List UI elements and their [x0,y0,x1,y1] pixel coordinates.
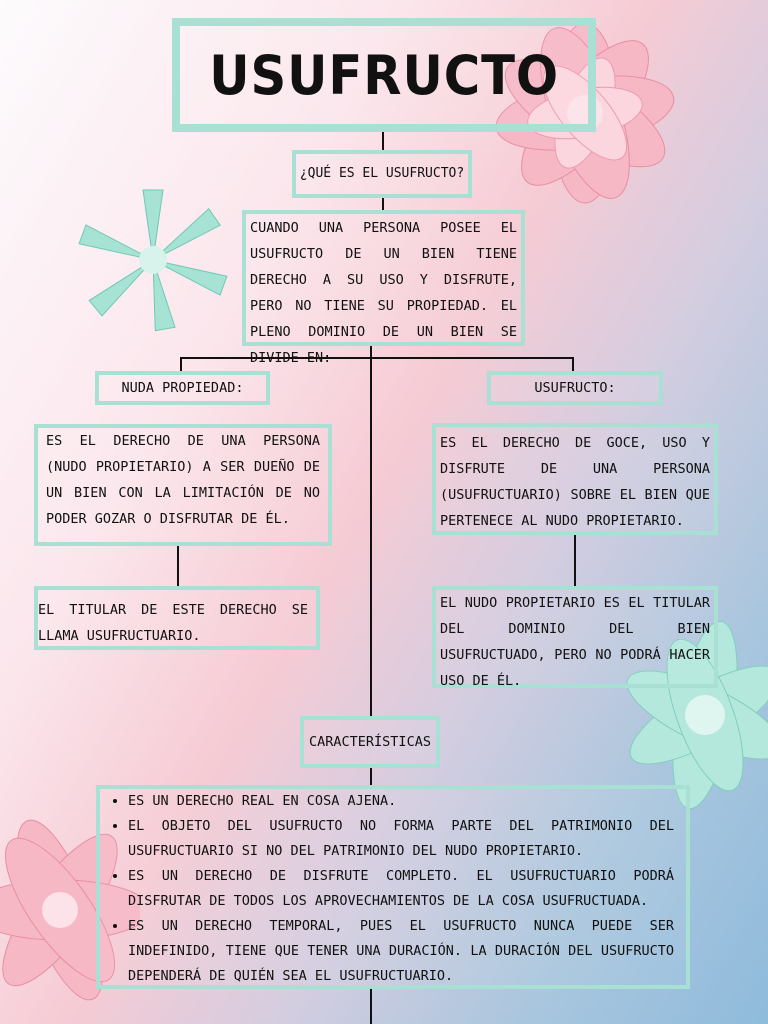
nuda-propiedad-note: EL TITULAR DE ESTE DERECHO SE LLAMA USUFRUCTUARIO. [38,602,308,644]
nuda-propiedad-note-box [34,586,320,650]
title-box [172,18,596,132]
characteristic-item: • ES UN DERECHO REAL EN COSA AJENA. [128,789,674,814]
characteristic-item: • ES UN DERECHO DE DISFRUTE COMPLETO. EL USUFRUCTUARIO PODRÁ DISFRUTAR DE TODOS LOS APROVECHAMIENTOS DE LA COSA USUFRUCTUADA. [128,864,674,914]
usufructo-heading-box [487,371,663,405]
characteristic-item: • ES UN DERECHO TEMPORAL, PUES EL USUFRUCTO NUNCA PUEDE SER INDEFINIDO, TIENE QUE TENER UNA DURACIÓN. LA DURACIÓN DEL USUFRUCTO DEPENDERÁ DE QUIÉN SEA EL USUFRUCTUARIO. [128,914,674,989]
question-text: ¿QUÉ ES EL USUFRUCTO? [299,166,465,181]
connector-list-bottom [370,988,372,1024]
nuda-propiedad-heading-box [95,371,270,405]
page-title: USUFRUCTO [209,43,559,107]
connector-right-desc-to-note [574,533,576,587]
usufructo-heading: USUFRUCTO: [534,380,616,396]
characteristics-heading-box [300,716,440,768]
definition-text: CUANDO UNA PERSONA POSEE EL USUFRUCTO DE UN BIEN TIENE DERECHO A SU USO Y DISFRUTE, PERO NO TIENE SU PROPIEDAD. EL PLENO DOMINIO DE UN BIEN SE DIVIDE EN: [250,220,517,366]
definition-box [242,210,525,366]
connector-heading-to-list [370,768,372,786]
nuda-propiedad-description: ES EL DERECHO DE UNA PERSONA (NUDO PROPIETARIO) A SER DUEÑO DE UN BIEN CON LA LIMITACIÓN DE NO PODER GOZAR O DISFRUTAR DE ÉL. [46,433,320,527]
characteristics-heading: CARACTERÍSTICAS [309,734,431,750]
nuda-propiedad-heading: NUDA PROPIEDAD: [121,380,244,396]
connector-trunk-main [370,346,372,718]
connector-left-desc-to-note [177,545,179,587]
characteristics-list [100,789,674,989]
characteristic-item: • EL OBJETO DEL USUFRUCTO NO FORMA PARTE DEL PATRIMONIO DEL USUFRUCTUARIO SI NO DEL PATRIMONIO DEL NUDO PROPIETARIO. [128,814,674,864]
question-box [292,150,472,198]
usufructo-note-box [432,586,718,688]
connector-right-branch [572,357,574,371]
characteristics-list-box [96,785,690,989]
nuda-propiedad-description-box [34,424,332,546]
usufructo-description-box [432,423,718,535]
mint-succulent-top-left [68,185,238,335]
usufructo-description: ES EL DERECHO DE GOCE, USO Y DISFRUTE DE UNA PERSONA (USUFRUCTUARIO) SOBRE EL BIEN QUE PERTENECE AL NUDO PROPIETARIO. [440,435,710,529]
usufructo-note: EL NUDO PROPIETARIO ES EL TITULAR DEL DOMINIO DEL BIEN USUFRUCTUADO, PERO NO PODRÁ HACER USO DE ÉL. [440,595,710,689]
